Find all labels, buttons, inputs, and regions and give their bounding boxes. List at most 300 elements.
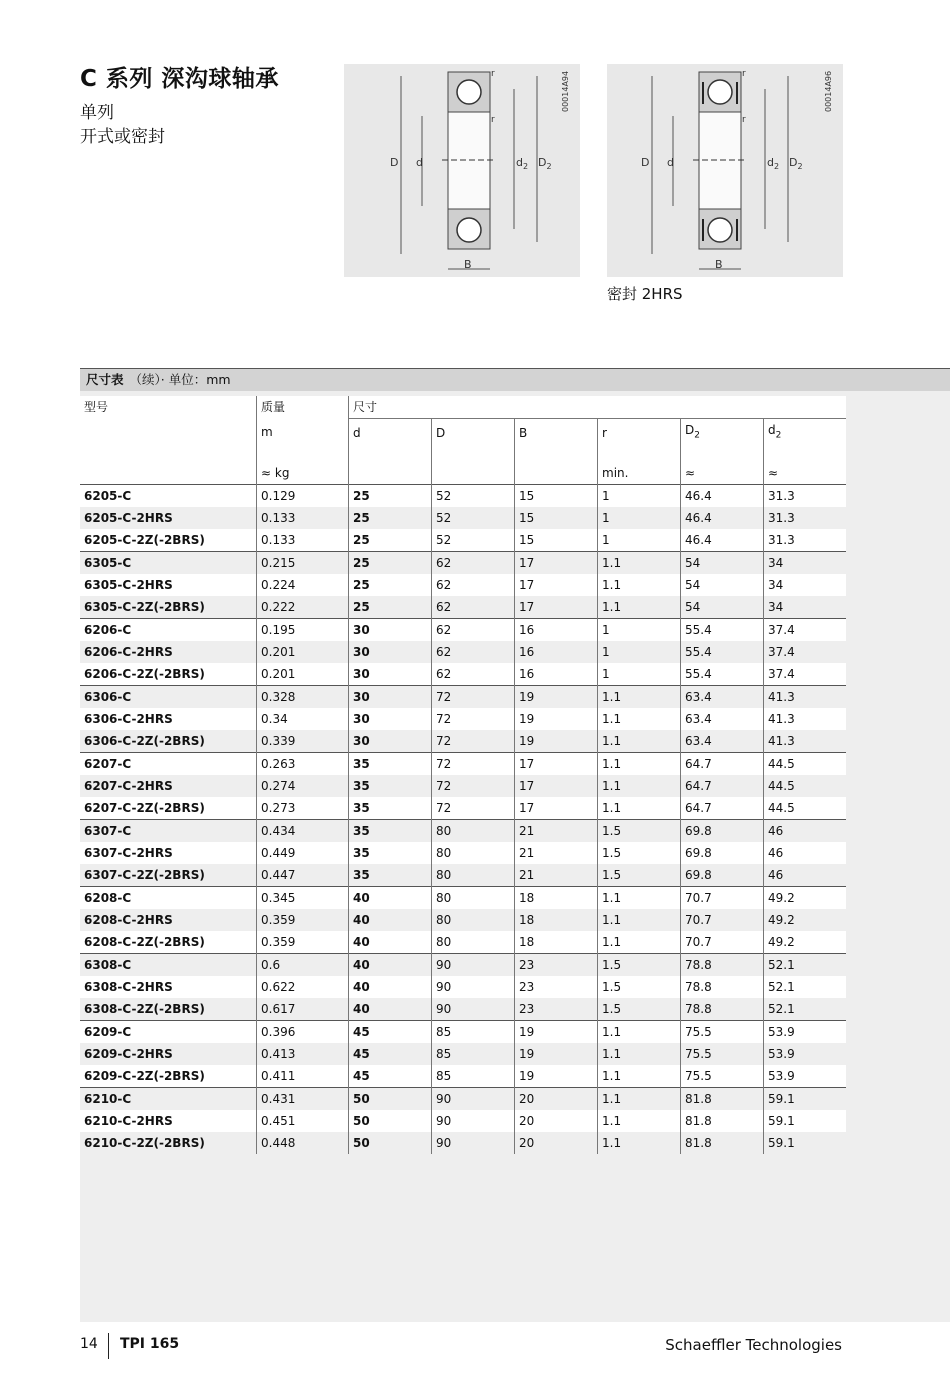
table-cell: 1	[598, 485, 681, 508]
table-cell: 78.8	[681, 976, 764, 998]
dimension-table	[80, 396, 846, 1154]
table-cell: 1.1	[598, 887, 681, 910]
table-cell: 23	[515, 998, 598, 1021]
table-cell: 59.1	[764, 1110, 847, 1132]
label-D2: $D_2$	[538, 156, 552, 171]
table-cell: 35	[349, 820, 432, 843]
table-cell: 0.413	[257, 1043, 349, 1065]
table-cell: 1.5	[598, 976, 681, 998]
table-cell: 46	[764, 864, 847, 887]
table-cell: 17	[515, 797, 598, 820]
table-cell: 30	[349, 619, 432, 642]
table-cell: 90	[432, 1132, 515, 1154]
table-cell: 0.273	[257, 797, 349, 820]
table-cell: 0.195	[257, 619, 349, 642]
table-cell: 34	[764, 596, 847, 619]
table-cell: 17	[515, 552, 598, 575]
table-cell: 62	[432, 596, 515, 619]
table-cell: 6307-C-2HRS	[80, 842, 257, 864]
table-cell: 6207-C-2Z(-2BRS)	[80, 797, 257, 820]
table-cell: 81.8	[681, 1110, 764, 1132]
table-row	[80, 552, 846, 575]
table-cell: 1.5	[598, 998, 681, 1021]
table-cell: 64.7	[681, 797, 764, 820]
label-r-inner: r	[491, 115, 495, 125]
table-row	[80, 507, 846, 529]
table-row	[80, 998, 846, 1021]
table-cell: 30	[349, 663, 432, 686]
table-cell: 41.3	[764, 686, 847, 709]
table-cell: 46.4	[681, 507, 764, 529]
table-cell: 52.1	[764, 954, 847, 977]
table-cell: 37.4	[764, 641, 847, 663]
table-cell: 0.263	[257, 753, 349, 776]
table-cell: 49.2	[764, 909, 847, 931]
table-cell: 6206-C	[80, 619, 257, 642]
table-cell: 37.4	[764, 619, 847, 642]
table-cell: 35	[349, 797, 432, 820]
label-d: d	[416, 156, 423, 169]
label-D: D	[641, 156, 650, 169]
table-cell: 72	[432, 686, 515, 709]
table-cell: 69.8	[681, 842, 764, 864]
table-cell: 34	[764, 552, 847, 575]
table-cell: 50	[349, 1132, 432, 1154]
table-cell: 64.7	[681, 753, 764, 776]
table-cell: 0.345	[257, 887, 349, 910]
table-cell: 0.451	[257, 1110, 349, 1132]
table-row	[80, 730, 846, 753]
table-cell: 25	[349, 485, 432, 508]
table-cell: 54	[681, 552, 764, 575]
table-cell: 90	[432, 954, 515, 977]
table-cell: 59.1	[764, 1132, 847, 1154]
table-cell: 0.448	[257, 1132, 349, 1154]
col-r: r	[598, 419, 681, 447]
table-cell: 0.359	[257, 909, 349, 931]
table-cell: 40	[349, 998, 432, 1021]
table-cell: 6308-C-2Z(-2BRS)	[80, 998, 257, 1021]
table-cell: 72	[432, 730, 515, 753]
table-row	[80, 529, 846, 552]
table-cell: 70.7	[681, 887, 764, 910]
label-B: B	[464, 258, 472, 271]
table-cell: 1.1	[598, 775, 681, 797]
table-cell: 6307-C-2Z(-2BRS)	[80, 864, 257, 887]
table-cell: 1.1	[598, 1043, 681, 1065]
col-mass: 质量	[257, 396, 349, 419]
table-cell: 19	[515, 730, 598, 753]
table-cell: 25	[349, 507, 432, 529]
table-cell: 6207-C	[80, 753, 257, 776]
unit-min: min.	[598, 462, 681, 485]
table-cell: 44.5	[764, 775, 847, 797]
table-cell: 52.1	[764, 976, 847, 998]
table-row	[80, 820, 846, 843]
table-row	[80, 864, 846, 887]
table-row	[80, 574, 846, 596]
table-cell: 1.5	[598, 864, 681, 887]
table-cell: 1.1	[598, 708, 681, 730]
table-cell: 0.447	[257, 864, 349, 887]
company-name: Schaeffler Technologies	[665, 1336, 842, 1354]
table-cell: 50	[349, 1110, 432, 1132]
table-cell: 44.5	[764, 753, 847, 776]
table-row	[80, 641, 846, 663]
table-cell: 90	[432, 998, 515, 1021]
table-cell: 52	[432, 485, 515, 508]
table-cell: 1.1	[598, 1021, 681, 1044]
table-cell: 20	[515, 1132, 598, 1154]
table-cell: 0.6	[257, 954, 349, 977]
col-D2: $D_2$	[681, 419, 764, 447]
table-cell: 6206-C-2HRS	[80, 641, 257, 663]
table-cell: 35	[349, 864, 432, 887]
table-cell: 25	[349, 529, 432, 552]
table-cell: 90	[432, 976, 515, 998]
table-cell: 6210-C-2Z(-2BRS)	[80, 1132, 257, 1154]
table-cell: 0.34	[257, 708, 349, 730]
table-cell: 21	[515, 864, 598, 887]
bearing-drawing-sealed	[607, 64, 843, 277]
table-row	[80, 1088, 846, 1111]
table-cell: 0.449	[257, 842, 349, 864]
table-row	[80, 596, 846, 619]
table-cell: 75.5	[681, 1065, 764, 1088]
table-cell: 53.9	[764, 1043, 847, 1065]
table-cell: 6210-C-2HRS	[80, 1110, 257, 1132]
table-cell: 21	[515, 842, 598, 864]
table-cell: 1.1	[598, 730, 681, 753]
table-row	[80, 753, 846, 776]
table-cell: 55.4	[681, 619, 764, 642]
table-cell: 85	[432, 1065, 515, 1088]
label-r-top: r	[742, 69, 746, 79]
table-cell: 1.1	[598, 1110, 681, 1132]
table-cell: 0.359	[257, 931, 349, 954]
table-cell: 45	[349, 1065, 432, 1088]
table-cell: 0.396	[257, 1021, 349, 1044]
table-cell: 0.411	[257, 1065, 349, 1088]
table-cell: 1.1	[598, 797, 681, 820]
table-cell: 62	[432, 552, 515, 575]
page-number: 14	[80, 1336, 98, 1352]
table-cell: 54	[681, 574, 764, 596]
table-row	[80, 976, 846, 998]
table-cell: 63.4	[681, 730, 764, 753]
table-cell: 6308-C-2HRS	[80, 976, 257, 998]
table-cell: 16	[515, 641, 598, 663]
table-cell: 1.5	[598, 820, 681, 843]
table-cell: 6305-C-2HRS	[80, 574, 257, 596]
table-cell: 52	[432, 507, 515, 529]
table-cell: 19	[515, 1021, 598, 1044]
label-D2: $D_2$	[789, 156, 803, 171]
table-cell: 59.1	[764, 1088, 847, 1111]
col-d2: $d_2$	[764, 419, 847, 447]
table-cell: 16	[515, 619, 598, 642]
table-cell: 19	[515, 708, 598, 730]
table-row	[80, 1065, 846, 1088]
table-cell: 50	[349, 1088, 432, 1111]
table-cell: 46	[764, 842, 847, 864]
table-cell: 18	[515, 887, 598, 910]
table-cell: 62	[432, 663, 515, 686]
table-cell: 80	[432, 909, 515, 931]
table-row	[80, 686, 846, 709]
table-cell: 6209-C-2Z(-2BRS)	[80, 1065, 257, 1088]
table-cell: 17	[515, 596, 598, 619]
table-cell: 46.4	[681, 529, 764, 552]
table-cell: 0.617	[257, 998, 349, 1021]
table-row	[80, 775, 846, 797]
table-cell: 1	[598, 507, 681, 529]
table-cell: 44.5	[764, 797, 847, 820]
table-cell: 15	[515, 507, 598, 529]
table-cell: 6205-C-2HRS	[80, 507, 257, 529]
table-caption: 尺寸表 （续）· 单位：mm	[80, 368, 950, 391]
unit-approx-D2: ≈	[681, 462, 764, 485]
table-cell: 6307-C	[80, 820, 257, 843]
table-cell: 40	[349, 931, 432, 954]
table-cell: 17	[515, 775, 598, 797]
table-cell: 1.5	[598, 842, 681, 864]
table-cell: 70.7	[681, 909, 764, 931]
table-cell: 19	[515, 686, 598, 709]
table-row	[80, 1110, 846, 1132]
table-cell: 15	[515, 529, 598, 552]
table-cell: 6205-C-2Z(-2BRS)	[80, 529, 257, 552]
subtitle-single-row: 单列	[80, 103, 114, 123]
table-cell: 6305-C-2Z(-2BRS)	[80, 596, 257, 619]
table-cell: 6207-C-2HRS	[80, 775, 257, 797]
table-cell: 40	[349, 976, 432, 998]
table-cell: 21	[515, 820, 598, 843]
table-cell: 53.9	[764, 1021, 847, 1044]
table-cell: 25	[349, 552, 432, 575]
table-cell: 31.3	[764, 529, 847, 552]
col-d: d	[349, 419, 432, 447]
table-cell: 46	[764, 820, 847, 843]
unit-approx-d2: ≈	[764, 462, 847, 485]
table-cell: 6208-C-2HRS	[80, 909, 257, 931]
table-cell: 90	[432, 1110, 515, 1132]
table-cell: 41.3	[764, 708, 847, 730]
table-cell: 1	[598, 663, 681, 686]
table-cell: 18	[515, 931, 598, 954]
table-cell: 90	[432, 1088, 515, 1111]
table-cell: 0.328	[257, 686, 349, 709]
table-cell: 80	[432, 887, 515, 910]
table-cell: 19	[515, 1065, 598, 1088]
table-cell: 80	[432, 931, 515, 954]
table-cell: 0.431	[257, 1088, 349, 1111]
table-cell: 6306-C-2HRS	[80, 708, 257, 730]
table-cell: 6205-C	[80, 485, 257, 508]
table-cell: 80	[432, 820, 515, 843]
table-cell: 0.201	[257, 663, 349, 686]
table-cell: 6209-C	[80, 1021, 257, 1044]
table-cell: 18	[515, 909, 598, 931]
table-row	[80, 887, 846, 910]
table-cell: 6306-C	[80, 686, 257, 709]
table-cell: 0.133	[257, 529, 349, 552]
table-cell: 45	[349, 1021, 432, 1044]
subtitle-open-or-sealed: 开式或密封	[80, 127, 165, 147]
table-cell: 23	[515, 976, 598, 998]
table-cell: 80	[432, 842, 515, 864]
table-cell: 45	[349, 1043, 432, 1065]
table-row	[80, 708, 846, 730]
table-cell: 75.5	[681, 1021, 764, 1044]
table-cell: 1.1	[598, 686, 681, 709]
label-d2: $d_2$	[767, 156, 780, 171]
table-row	[80, 954, 846, 977]
table-cell: 70.7	[681, 931, 764, 954]
table-cell: 6305-C	[80, 552, 257, 575]
table-cell: 0.434	[257, 820, 349, 843]
table-cell: 62	[432, 574, 515, 596]
table-cell: 0.129	[257, 485, 349, 508]
col-model: 型号	[80, 396, 257, 419]
table-cell: 55.4	[681, 641, 764, 663]
table-cell: 85	[432, 1021, 515, 1044]
table-cell: 1	[598, 619, 681, 642]
table-cell: 35	[349, 775, 432, 797]
table-cell: 72	[432, 775, 515, 797]
table-cell: 25	[349, 574, 432, 596]
table-cell: 80	[432, 864, 515, 887]
table-row	[80, 663, 846, 686]
table-cell: 78.8	[681, 954, 764, 977]
table-cell: 49.2	[764, 887, 847, 910]
table-cell: 6206-C-2Z(-2BRS)	[80, 663, 257, 686]
table-cell: 52	[432, 529, 515, 552]
table-cell: 35	[349, 842, 432, 864]
figure-caption-sealed: 密封 2HRS	[607, 285, 683, 303]
col-dimensions: 尺寸	[349, 396, 847, 419]
table-cell: 1.1	[598, 1132, 681, 1154]
table-cell: 72	[432, 708, 515, 730]
table-cell: 34	[764, 574, 847, 596]
table-cell: 69.8	[681, 864, 764, 887]
table-cell: 1.5	[598, 954, 681, 977]
table-row	[80, 1043, 846, 1065]
table-cell: 54	[681, 596, 764, 619]
table-cell: 0.133	[257, 507, 349, 529]
table-cell: 35	[349, 753, 432, 776]
table-cell: 0.222	[257, 596, 349, 619]
label-B: B	[715, 258, 723, 271]
table-cell: 63.4	[681, 686, 764, 709]
table-cell: 6209-C-2HRS	[80, 1043, 257, 1065]
document-id: TPI 165	[120, 1336, 180, 1352]
label-r-inner: r	[742, 115, 746, 125]
table-cell: 20	[515, 1110, 598, 1132]
table-cell: 15	[515, 485, 598, 508]
table-cell: 85	[432, 1043, 515, 1065]
table-row	[80, 1021, 846, 1044]
table-row	[80, 931, 846, 954]
table-cell: 1.1	[598, 931, 681, 954]
table-cell: 17	[515, 753, 598, 776]
table-cell: 64.7	[681, 775, 764, 797]
table-cell: 30	[349, 641, 432, 663]
label-d: d	[667, 156, 674, 169]
table-row	[80, 842, 846, 864]
table-cell: 52.1	[764, 998, 847, 1021]
table-cell: 40	[349, 909, 432, 931]
table-cell: 30	[349, 730, 432, 753]
table-cell: 6208-C-2Z(-2BRS)	[80, 931, 257, 954]
table-cell: 46.4	[681, 485, 764, 508]
table-cell: 69.8	[681, 820, 764, 843]
table-cell: 30	[349, 686, 432, 709]
label-r-top: r	[491, 69, 495, 79]
table-cell: 49.2	[764, 931, 847, 954]
table-cell: 81.8	[681, 1132, 764, 1154]
figure-code: 00014A96	[824, 70, 833, 112]
table-cell: 30	[349, 708, 432, 730]
label-d2: $d_2$	[516, 156, 529, 171]
table-row	[80, 485, 846, 508]
table-cell: 31.3	[764, 485, 847, 508]
table-cell: 40	[349, 887, 432, 910]
col-D: D	[432, 419, 515, 447]
table-cell: 0.201	[257, 641, 349, 663]
table-cell: 1	[598, 529, 681, 552]
table-cell: 40	[349, 954, 432, 977]
table-cell: 0.274	[257, 775, 349, 797]
table-cell: 6210-C	[80, 1088, 257, 1111]
table-cell: 1.1	[598, 909, 681, 931]
table-cell: 1.1	[598, 1088, 681, 1111]
table-cell: 0.215	[257, 552, 349, 575]
table-cell: 75.5	[681, 1043, 764, 1065]
label-D: D	[390, 156, 399, 169]
table-cell: 19	[515, 1043, 598, 1065]
table-cell: 0.339	[257, 730, 349, 753]
table-cell: 16	[515, 663, 598, 686]
table-cell: 78.8	[681, 998, 764, 1021]
table-cell: 41.3	[764, 730, 847, 753]
table-cell: 1.1	[598, 753, 681, 776]
col-m: m	[257, 419, 349, 447]
table-row	[80, 619, 846, 642]
table-cell: 63.4	[681, 708, 764, 730]
table-cell: 53.9	[764, 1065, 847, 1088]
table-cell: 1.1	[598, 552, 681, 575]
table-cell: 0.224	[257, 574, 349, 596]
figure-code: 00014A94	[561, 70, 570, 112]
table-cell: 1.1	[598, 596, 681, 619]
table-row	[80, 909, 846, 931]
table-cell: 6208-C	[80, 887, 257, 910]
table-cell: 25	[349, 596, 432, 619]
table-cell: 17	[515, 574, 598, 596]
table-cell: 55.4	[681, 663, 764, 686]
table-cell: 6308-C	[80, 954, 257, 977]
table-cell: 62	[432, 641, 515, 663]
col-B: B	[515, 419, 598, 447]
table-cell: 23	[515, 954, 598, 977]
table-cell: 72	[432, 797, 515, 820]
table-cell: 1.1	[598, 1065, 681, 1088]
table-cell: 37.4	[764, 663, 847, 686]
table-cell: 62	[432, 619, 515, 642]
table-row	[80, 797, 846, 820]
table-cell: 20	[515, 1088, 598, 1111]
